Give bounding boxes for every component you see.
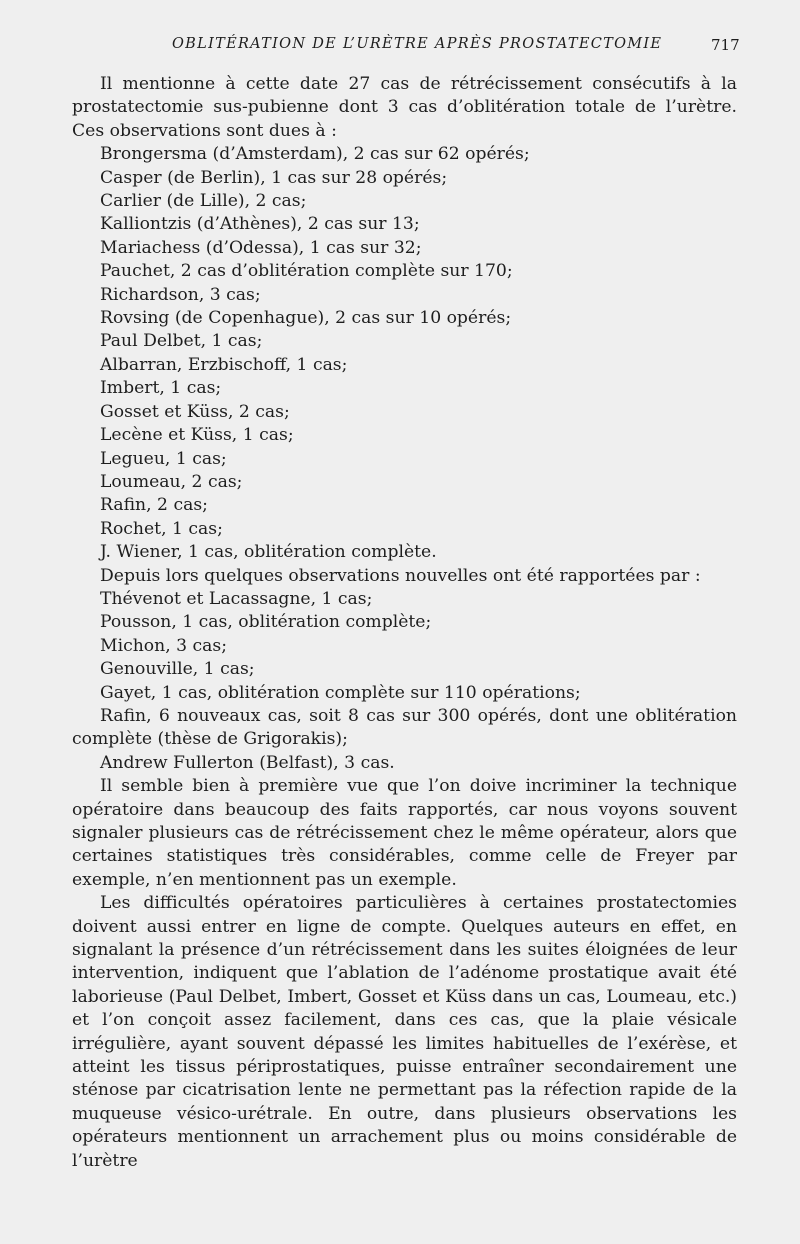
list-item: Lecène et Küss, 1 cas; — [100, 425, 294, 446]
observations-list — [72, 143, 737, 564]
list-item: Richardson, 3 cas; — [100, 284, 261, 305]
list-item: Legueu, 1 cas; — [100, 448, 227, 469]
list-item: Gayet, 1 cas, oblitération complète sur 110 opérations; — [100, 682, 581, 703]
list-item: Loumeau, 2 cas; — [100, 471, 243, 492]
difficulties-paragraph: Les difficultés opératoires particulières à certaines prostatectomies doivent aussi entrer en ligne de compte. Quelques auteurs en effet, en signalant la présence d’un rétrécissement dans les suites éloignées de leur intervention, indiquent que l’ablation de l’adénome prostatique avait été laborieuse (Paul Delbet, Imbert, Gosset et Küss dans un cas, Loumeau, etc.) et l’on conçoit assez facilement, dans ces cas, que la plaie vésicale irrégulière, ayant souvent dépassé les limites habituelles de l’exérèse, et atteint les tissus périprostatiques, puisse entraîner secondairement une sténose par cicatrisation lente ne permettant pas la réfection rapide de la muqueuse vésico-urétrale. En outre, dans plusieurs observations les opérateurs mentionnent un arrachement plus ou moins considérable de l’urètre — [72, 893, 737, 1171]
list-item: Michon, 3 cas; — [100, 635, 228, 656]
running-title: OBLITÉRATION DE L’URÈTRE APRÈS PROSTATECTOMIE — [172, 36, 663, 52]
new-observations-intro: Depuis lors quelques observations nouvelles ont été rapportées par : — [100, 565, 701, 586]
list-item: Albarran, Erzbischoff, 1 cas; — [100, 354, 348, 375]
list-item: Carlier (de Lille), 2 cas; — [100, 191, 307, 212]
list-item: Genouville, 1 cas; — [100, 659, 255, 680]
list-item: J. Wiener, 1 cas, oblitération complète. — [100, 542, 437, 563]
new-observations-list — [72, 588, 737, 775]
intro-paragraph: Il mentionne à cette date 27 cas de rétrécissement consécutifs à la prostatectomie sus-pubienne dont 3 cas d’oblitération totale de l’urètre. Ces observations sont dues à : — [72, 74, 737, 141]
list-item: Kalliontzis (d’Athènes), 2 cas sur 13; — [100, 214, 420, 235]
list-item: Rafin, 6 nouveaux cas, soit 8 cas sur 300 opérés, dont une oblitération complète (thèse de Grigorakis); — [72, 705, 737, 750]
page-number: 717 — [711, 36, 740, 54]
list-item: Rovsing (de Copenhague), 2 cas sur 10 opérés; — [100, 308, 512, 329]
list-item: Pauchet, 2 cas d’oblitération complète sur 170; — [100, 261, 513, 282]
page-header — [0, 36, 800, 60]
list-item: Mariachess (d’Odessa), 1 cas sur 32; — [100, 237, 422, 258]
list-item: Rochet, 1 cas; — [100, 518, 223, 539]
list-item: Thévenot et Lacassagne, 1 cas; — [100, 588, 373, 609]
technique-paragraph: Il semble bien à première vue que l’on doive incriminer la technique opératoire dans beaucoup des faits rapportés, car nous voyons souvent signaler plusieurs cas de rétrécissement chez le même opérateur, alors que certaines statistiques très considérables, comme celle de Freyer par exemple, n’en mentionnent pas un exemple. — [72, 776, 737, 890]
body-text — [72, 73, 737, 1173]
list-item: Casper (de Berlin), 1 cas sur 28 opérés; — [100, 167, 448, 188]
list-item: Imbert, 1 cas; — [100, 378, 222, 399]
list-item: Brongersma (d’Amsterdam), 2 cas sur 62 opérés; — [100, 144, 530, 165]
list-item: Rafin, 2 cas; — [100, 495, 208, 516]
list-item: Andrew Fullerton (Belfast), 3 cas. — [100, 752, 395, 773]
list-item: Pousson, 1 cas, oblitération complète; — [100, 612, 432, 633]
list-item: Gosset et Küss, 2 cas; — [100, 401, 290, 422]
list-item: Paul Delbet, 1 cas; — [100, 331, 263, 352]
